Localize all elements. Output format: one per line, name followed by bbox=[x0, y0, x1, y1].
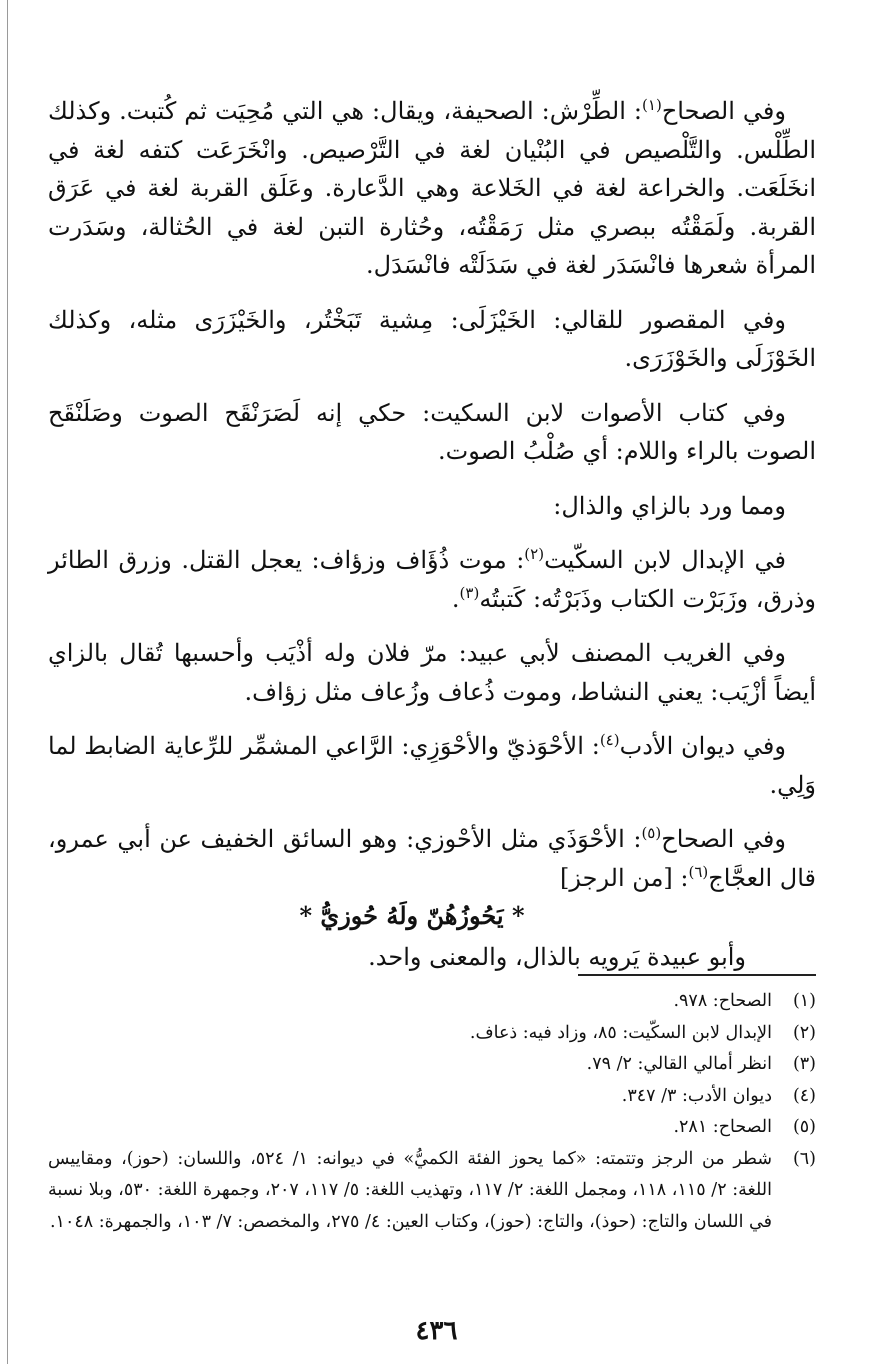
paragraph-gharib bbox=[48, 634, 816, 711]
footnotes bbox=[48, 986, 816, 1238]
footnote-text: انظر أمالي القالي: ٢/ ٧٩. bbox=[586, 1054, 772, 1074]
footnote-ref[interactable]: (٤) bbox=[599, 731, 620, 749]
footnote-text: الصحاح: ٢٨١. bbox=[673, 1117, 772, 1137]
footnote-item bbox=[48, 1112, 816, 1144]
footnote-number: (٢) bbox=[792, 1022, 816, 1043]
footnote-item bbox=[48, 1049, 816, 1081]
footnote-divider bbox=[578, 974, 816, 976]
page-number: ٤٣٦ bbox=[415, 1316, 458, 1346]
paragraph-maqsur bbox=[48, 301, 816, 378]
footnote-text: الإبدال لابن السكّيت: ٨٥، وزاد فيه: ذعاف. bbox=[469, 1022, 772, 1043]
paragraph-text: وفي كتاب الأصوات لابن السكيت: حكي إنه لَصَرَنْقَح الصوت وصَلَنْقَح الصوت بالراء واللام: أي صُلْبُ الصوت. bbox=[48, 398, 816, 465]
footnote-item bbox=[48, 1018, 816, 1050]
paragraph-text: : الأحْوَذيّ والأحْوَزِي: الرَّاعي المشمِّر للرِّعاية الضابط لما وَلِي. bbox=[48, 732, 816, 799]
footnote-item bbox=[48, 986, 816, 1018]
paragraph-aswat bbox=[48, 394, 816, 471]
paragraph-text: ومما ورد بالزاي والذال: bbox=[553, 491, 786, 520]
paragraph-sihah bbox=[48, 92, 816, 285]
footnote-number: (٦) bbox=[792, 1148, 816, 1169]
paragraph-text: : [من الرجز] bbox=[560, 863, 689, 892]
footnote-ref[interactable]: (١) bbox=[642, 96, 662, 114]
footnote-text: ديوان الأدب: ٣/ ٣٤٧. bbox=[621, 1085, 772, 1106]
footnote-item bbox=[48, 1144, 816, 1239]
footnote-number: (٣) bbox=[792, 1054, 816, 1074]
paragraph-text: وفي الغريب المصنف لأبي عبيد: مرّ فلان وله أذْيَب وأحسبها تُقال بالزاي أيضاً أزْيَب: يعني النشاط، وموت ذُعاف وزُعاف مثل زؤاف. bbox=[48, 639, 816, 706]
footnote-number: (٤) bbox=[792, 1085, 816, 1106]
paragraph-text: وفي ديوان الأدب bbox=[619, 732, 786, 760]
footnote-number: (١) bbox=[792, 991, 816, 1011]
footnote-ref[interactable]: (٦) bbox=[688, 862, 709, 881]
paragraph-text: : الطِّرْش: الصحيفة، ويقال: هي التي مُحِيَت ثم كُتبت. وكذلك الطِّلْس. والتَّلْصيص في البُنْيان لغة في التَّرْصيص. وانْخَرَعَت كتفه لغة في انخَلَعَت. والخراعة لغة في الخَلاعة وهي الدَّعارة. وعَلَق القربة لغة في عَرَق القربة. ولَمَقْتُه ببصري مثل رَمَقْتُه، وحُثارة التبن لغة في الحُثالة، وسَدَرت المرأة شعرها فانْسَدَر لغة في سَدَلَتْه فانْسَدَل. bbox=[48, 97, 816, 279]
paragraph-sihah-2 bbox=[48, 820, 816, 897]
paragraph-diwan bbox=[48, 727, 816, 804]
footnote-ref[interactable]: (٢) bbox=[524, 545, 545, 563]
paragraph-text: في الإبدال لابن السكّيت bbox=[544, 546, 786, 574]
footnote-number: (٥) bbox=[792, 1117, 816, 1137]
paragraph-text: وفي المقصور للقالي: الخَيْزَلَى: مِشية تَبَخْتُر، والخَيْزَرَى مثله، وكذلك الخَوْزَلَى والخَوْزَرَى. bbox=[48, 305, 816, 372]
paragraph-ibdal bbox=[48, 541, 816, 618]
paragraph-text: . bbox=[451, 584, 460, 613]
page-edge-line bbox=[7, 0, 8, 1364]
footnote-ref[interactable]: (٥) bbox=[641, 824, 662, 842]
paragraph-text: وفي الصحاح bbox=[661, 825, 786, 853]
paragraph-text: : موت ذُؤَاف وزؤاف: يعجل القتل. وزرق الطائر وذرق، وزَبَرْت الكتاب وذَبَرْتُه: كَتبتُه bbox=[48, 546, 816, 613]
footnote-text: شطر من الرجز وتتمته: «كما يحوز الفئة الكميُّ» في ديوانه: ١/ ٥٢٤، واللسان: (حوز)، ومقاييس اللغة: ٢/ ١١٥، ١١٨، ومجمل اللغة: ٢/ ١١٧، وتهذيب اللغة: ٥/ ١١٧، ٢٠٧، وجمهرة اللغة: ٥٣٠، وبلا نسبة في اللسان والتاج: (حوذ)، والتاج: (حوز)، وكتاب العين: ٤/ ٢٧٥، والمخصص: ٧/ ١٠٣، والجمهرة: ١٠٤٨. bbox=[48, 1148, 772, 1232]
footnote-text: الصحاح: ٩٧٨. bbox=[673, 991, 772, 1011]
paragraph-zay-dhal bbox=[48, 487, 816, 526]
footnote-item bbox=[48, 1081, 816, 1113]
paragraph-text: : الأحْوَذَي مثل الأحْوزي: وهو السائق الخفيف عن أبي عمرو، قال العجَّاج bbox=[48, 825, 816, 892]
verse-line: * يَحُوزُهُنّ ولَهُ حُوزيُّ * bbox=[299, 901, 525, 930]
paragraph-after-verse: وأبو عبيدة يَرويه بالذال، والمعنى واحد. bbox=[368, 942, 746, 971]
main-text bbox=[48, 92, 816, 992]
footnote-ref[interactable]: (٣) bbox=[459, 583, 480, 602]
paragraph-text: وفي الصحاح bbox=[661, 97, 786, 125]
